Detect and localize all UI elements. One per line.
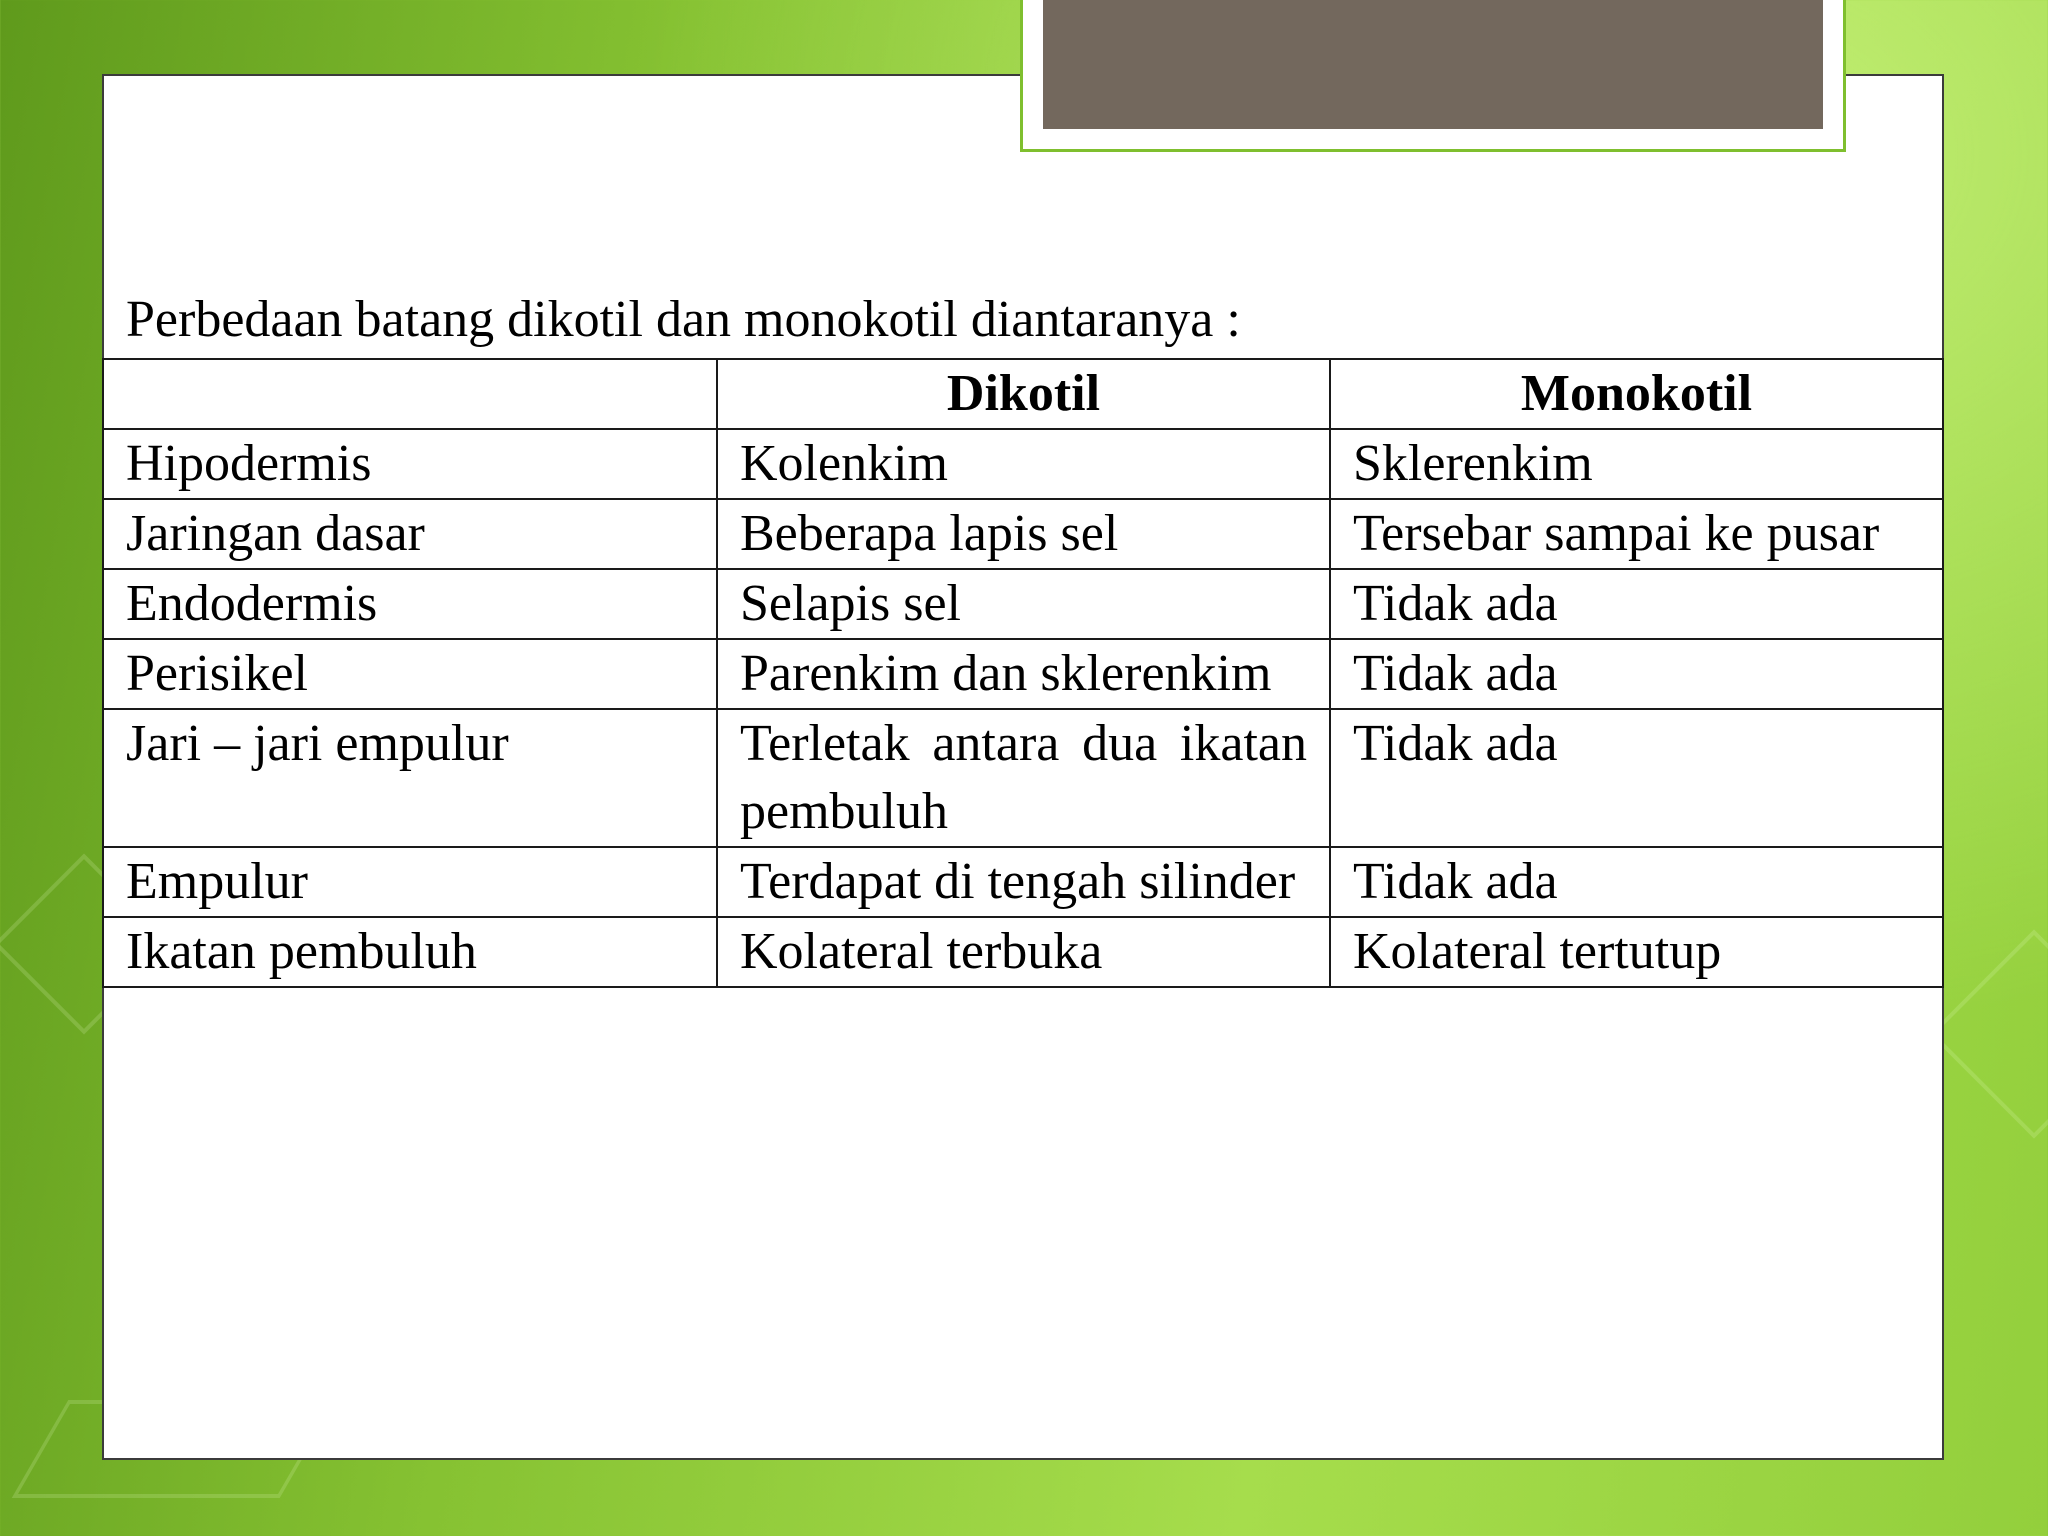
dikotil-cell: Beberapa lapis sel <box>717 499 1330 569</box>
monokotil-cell: Tidak ada <box>1330 569 1943 639</box>
row-label: Hipodermis <box>103 429 717 499</box>
table-row <box>103 917 1943 987</box>
table-row <box>103 847 1943 917</box>
dikotil-cell: Terletak antara dua ikatan pembuluh <box>717 709 1330 847</box>
header-cell-empty <box>103 359 717 429</box>
monokotil-cell: Tidak ada <box>1330 709 1943 847</box>
dikotil-cell: Parenkim dan sklerenkim <box>717 639 1330 709</box>
dikotil-cell: Kolateral terbuka <box>717 917 1330 987</box>
row-label: Empulur <box>103 847 717 917</box>
dikotil-cell: Kolenkim <box>717 429 1330 499</box>
row-label: Jaringan dasar <box>103 499 717 569</box>
row-label: Perisikel <box>103 639 717 709</box>
table-row <box>103 499 1943 569</box>
background-decoration <box>1929 929 2048 1138</box>
monokotil-cell: Kolateral tertutup <box>1330 917 1943 987</box>
comparison-table <box>102 358 1944 988</box>
row-label: Endodermis <box>103 569 717 639</box>
intro-text: Perbedaan batang dikotil dan monokotil diantaranya : <box>126 291 1241 348</box>
dikotil-cell: Selapis sel <box>717 569 1330 639</box>
monokotil-cell: Sklerenkim <box>1330 429 1943 499</box>
monokotil-cell: Tidak ada <box>1330 847 1943 917</box>
table-row <box>103 429 1943 499</box>
table-row <box>103 639 1943 709</box>
dikotil-cell: Terdapat di tengah silinder <box>717 847 1330 917</box>
title-placeholder-tab <box>1020 0 1846 152</box>
table-row <box>103 569 1943 639</box>
monokotil-cell: Tidak ada <box>1330 639 1943 709</box>
row-label: Ikatan pembuluh <box>103 917 717 987</box>
monokotil-cell: Tersebar sampai ke pusar <box>1330 499 1943 569</box>
header-cell-monokotil: Monokotil <box>1330 359 1943 429</box>
row-label: Jari – jari empulur <box>103 709 717 847</box>
table-row <box>103 709 1943 847</box>
header-cell-dikotil: Dikotil <box>717 359 1330 429</box>
table-header-row <box>103 359 1943 429</box>
title-placeholder-box <box>1043 0 1823 129</box>
